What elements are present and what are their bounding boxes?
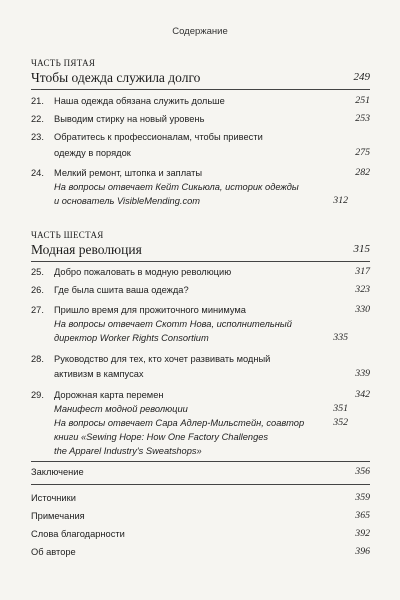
entry-number: 24. xyxy=(31,168,44,178)
entry-number: 29. xyxy=(31,390,44,400)
toc-entry-21[interactable] xyxy=(31,95,370,107)
entry-title: Выводим стирку на новый уровень xyxy=(54,114,205,124)
toc-sources[interactable] xyxy=(31,492,370,504)
toc-notes[interactable] xyxy=(31,510,370,522)
toc-entry-23-cont[interactable] xyxy=(31,147,370,159)
entry-page: 317 xyxy=(355,266,370,277)
entry-number: 26. xyxy=(31,285,44,295)
entry-sub-page: 335 xyxy=(333,332,348,343)
entry-title-cont: активизм в кампусах xyxy=(54,369,144,379)
entry-page: 365 xyxy=(355,510,370,521)
toc-entry-28[interactable] xyxy=(31,353,370,365)
entry-sub-text: директор Worker Rights Consortium xyxy=(54,333,209,343)
entry-sub-text: и основатель VisibleMending.com xyxy=(54,196,201,206)
entry-page: 342 xyxy=(355,389,370,400)
entry-title-cont: одежду в порядок xyxy=(54,148,131,158)
entry-page: 359 xyxy=(355,492,370,503)
entry-sub-page: 312 xyxy=(333,195,348,206)
entry-sub-text: На вопросы отвечает Сара Адлер-Мильстейн, соавтор xyxy=(54,418,305,428)
entry-sub-page: 352 xyxy=(333,417,348,428)
entry-page: 392 xyxy=(355,528,370,539)
toc-sub-24-a[interactable] xyxy=(31,181,370,193)
page-header: Содержание xyxy=(172,26,228,37)
entry-page: 253 xyxy=(355,113,370,124)
entry-number: 28. xyxy=(31,354,44,364)
part-five-page-line xyxy=(31,71,370,83)
part-six-page-line xyxy=(31,243,370,255)
toc-about-author[interactable] xyxy=(31,546,370,558)
toc-manifest-29[interactable] xyxy=(31,403,370,415)
part-six-page: 315 xyxy=(353,243,370,255)
entry-page: 330 xyxy=(355,304,370,315)
entry-page: 275 xyxy=(355,147,370,158)
entry-sub-text: На вопросы отвечает Скотт Нова, исполнительный xyxy=(54,319,292,329)
entry-title: Слова благодарности xyxy=(31,529,125,539)
entry-sub-text: Манифест модной революции xyxy=(54,404,188,414)
entry-title: Пришло время для прожиточного минимума xyxy=(54,305,246,315)
part-five-rule xyxy=(31,89,370,90)
entry-sub-text: the Apparel Industry's Sweatshops» xyxy=(54,446,202,456)
entry-page: 323 xyxy=(355,284,370,295)
entry-page: 282 xyxy=(355,167,370,178)
part-five-title: Чтобы одежда служила долго xyxy=(31,70,201,85)
toc-conclusion[interactable] xyxy=(31,466,370,478)
toc-entry-27[interactable] xyxy=(31,304,370,316)
entry-title: Наша одежда обязана служить дольше xyxy=(54,96,225,106)
entry-title: Примечания xyxy=(31,511,85,521)
entry-page: 339 xyxy=(355,368,370,379)
toc-entry-26[interactable] xyxy=(31,284,370,296)
part-five-label: ЧАСТЬ ПЯТАЯ xyxy=(31,58,96,68)
entry-title: Мелкий ремонт, штопка и заплаты xyxy=(54,168,203,178)
toc-sub-29-b[interactable] xyxy=(31,431,370,443)
entry-title: Добро пожаловать в модную революцию xyxy=(54,267,232,277)
part-six-label: ЧАСТЬ ШЕСТАЯ xyxy=(31,230,104,240)
entry-title: Дорожная карта перемен xyxy=(54,390,164,400)
toc-entry-24[interactable] xyxy=(31,167,370,179)
entry-page: 251 xyxy=(355,95,370,106)
toc-entry-25[interactable] xyxy=(31,266,370,278)
toc-acknowledgements[interactable] xyxy=(31,528,370,540)
toc-entry-28-cont[interactable] xyxy=(31,368,370,380)
entry-page: 396 xyxy=(355,546,370,557)
entry-title: Руководство для тех, кто хочет развивать модный xyxy=(54,354,271,364)
toc-sub-27-b[interactable] xyxy=(31,332,370,344)
part-six-title: Модная революция xyxy=(31,242,142,257)
toc-entry-23[interactable] xyxy=(31,131,370,143)
entry-title: Где была сшита ваша одежда? xyxy=(54,285,189,295)
entry-number: 23. xyxy=(31,132,44,142)
toc-entry-22[interactable] xyxy=(31,113,370,125)
entry-number: 22. xyxy=(31,114,44,124)
back-matter-rule xyxy=(31,461,370,462)
entry-title: Источники xyxy=(31,493,76,503)
part-six-rule xyxy=(31,261,370,262)
entry-title: Об авторе xyxy=(31,547,76,557)
toc-sub-27-a[interactable] xyxy=(31,318,370,330)
toc-sub-24-b[interactable] xyxy=(31,195,370,207)
entry-sub-text: На вопросы отвечает Кейт Сикьюла, историк одежды xyxy=(54,182,299,192)
part-five-page: 249 xyxy=(353,71,370,83)
entry-page: 356 xyxy=(355,466,370,477)
entry-number: 27. xyxy=(31,305,44,315)
entry-title: Обратитесь к профессионалам, чтобы привести xyxy=(54,132,263,142)
toc-entry-29[interactable] xyxy=(31,389,370,401)
entry-number: 25. xyxy=(31,267,44,277)
entry-sub-page: 351 xyxy=(333,403,348,414)
toc-sub-29-a[interactable] xyxy=(31,417,370,429)
entry-title: Заключение xyxy=(31,467,84,477)
back-matter-rule-2 xyxy=(31,484,370,485)
entry-sub-text: книги «Sewing Hope: How One Factory Challenges xyxy=(54,432,269,442)
toc-sub-29-c[interactable] xyxy=(31,445,370,457)
entry-number: 21. xyxy=(31,96,44,106)
